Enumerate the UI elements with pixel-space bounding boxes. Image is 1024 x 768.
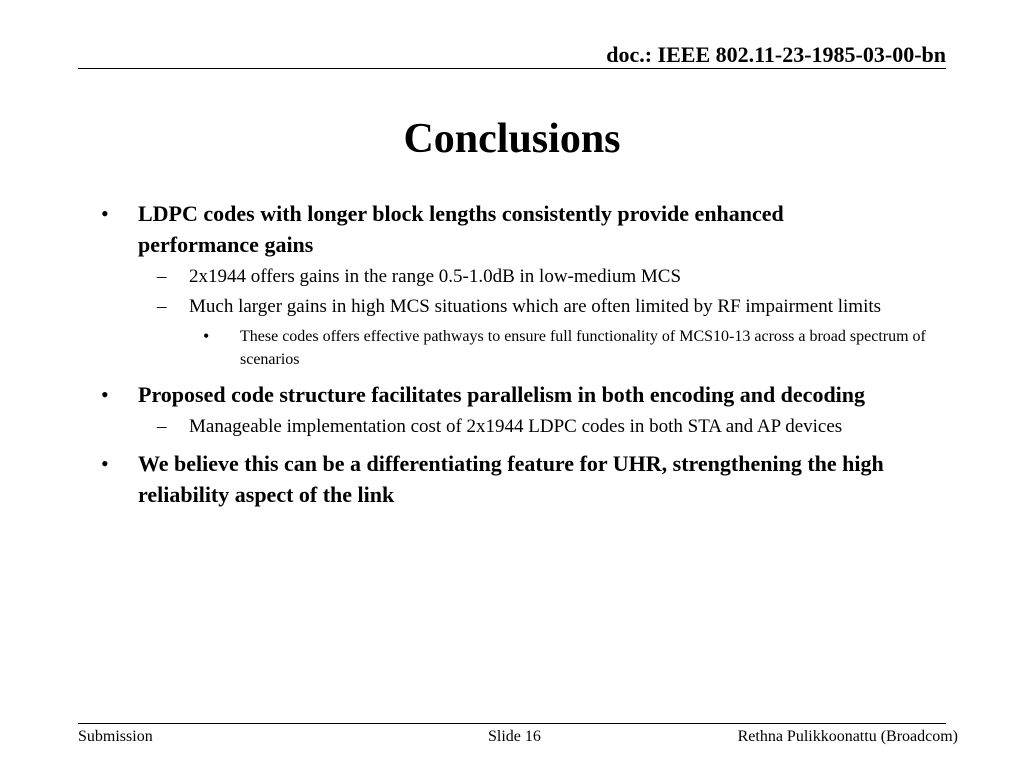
bullet-3 xyxy=(0,448,908,510)
bullet-text: Proposed code structure facilitates parallelism in both encoding and decoding xyxy=(138,382,866,407)
footer-rule xyxy=(78,723,946,724)
header-rule xyxy=(78,68,946,69)
footer-submission: Submission xyxy=(78,728,153,745)
bullet-2 xyxy=(0,379,908,410)
sub-bullet-2-1 xyxy=(0,413,889,440)
bullet-dot-icon: • xyxy=(203,326,210,346)
slide-content xyxy=(0,198,1024,510)
sub-bullet-1-1 xyxy=(0,263,889,290)
dash-icon: – xyxy=(157,416,167,437)
document-id: doc.: IEEE 802.11-23-1985-03-00-bn xyxy=(606,42,946,67)
sub-bullet-text: Manageable implementation cost of 2x1944 LDPC codes in both STA and AP devices xyxy=(189,416,843,437)
bullet-dot-icon: • xyxy=(101,382,109,407)
sub-sub-bullet-text: These codes offers effective pathways to ensure full functionality of MCS10-13 across a broad spectrum of scenarios xyxy=(240,328,926,368)
sub-bullet-text: Much larger gains in high MCS situations which are often limited by RF impairment limits xyxy=(189,296,882,317)
sub-bullet-1-2 xyxy=(0,293,889,320)
bullet-text: LDPC codes with longer block lengths consistently provide enhanced performance gains xyxy=(138,201,784,257)
dash-icon: – xyxy=(157,296,167,317)
slide-title: Conclusions xyxy=(403,116,621,162)
sub-sub-bullet-1-2-1 xyxy=(0,325,940,371)
footer-slide-number: Slide 16 xyxy=(488,728,541,745)
bullet-dot-icon: • xyxy=(101,451,109,476)
footer-author: Rethna Pulikkoonattu (Broadcom) xyxy=(737,728,958,745)
bullet-text: We believe this can be a differentiating feature for UHR, strengthening the high reliability aspect of the link xyxy=(138,451,884,507)
bullet-1 xyxy=(0,198,908,260)
sub-bullet-text: 2x1944 offers gains in the range 0.5-1.0dB in low-medium MCS xyxy=(189,266,682,287)
dash-icon: – xyxy=(157,266,167,287)
bullet-dot-icon: • xyxy=(101,201,109,226)
